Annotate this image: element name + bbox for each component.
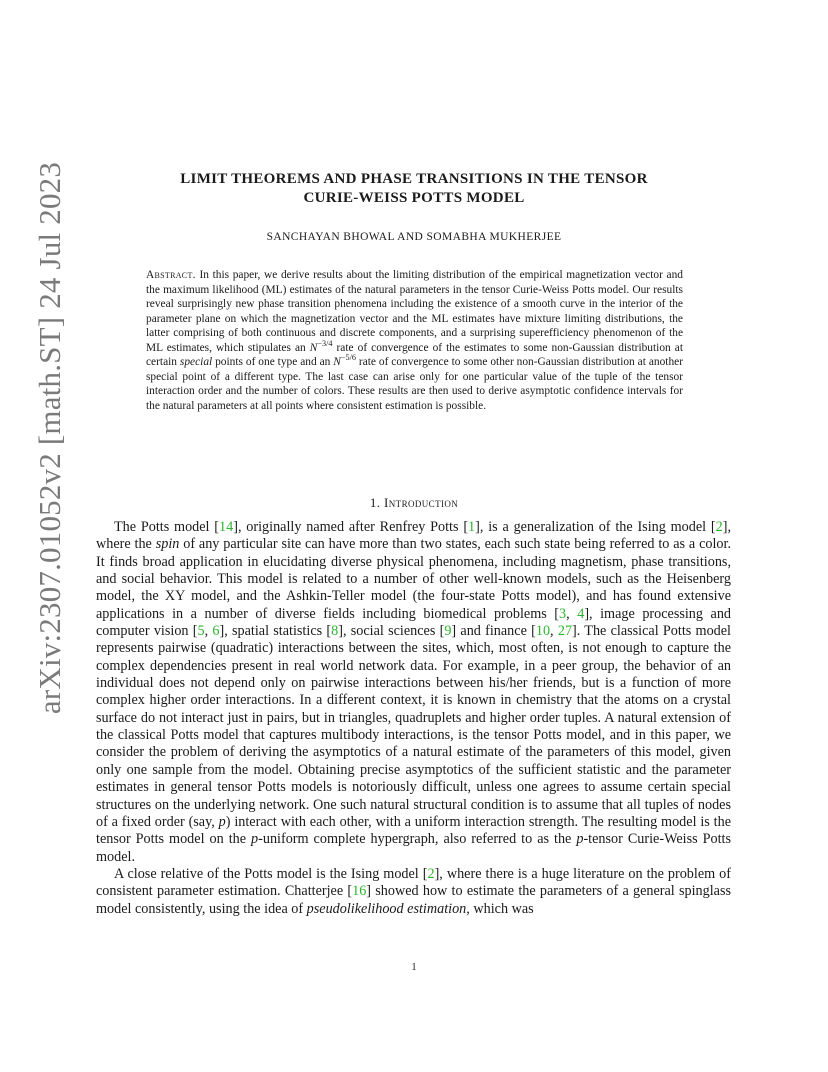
citation-link[interactable]: 8: [331, 623, 339, 640]
text-run: , which was: [466, 900, 534, 917]
abstract-label: Abstract.: [146, 269, 196, 281]
page-number: 1: [411, 962, 417, 973]
text-run: ) interact with each other, with a uniform interaction strength. The resulting model is the tensor Potts model on the: [96, 813, 731, 848]
citation-link[interactable]: 9: [444, 623, 452, 640]
section-heading: [0, 495, 828, 511]
abstract-special-word: special: [179, 356, 213, 368]
rate-2-base: N: [333, 356, 341, 368]
text-run: ], originally named after Renfrey Potts [: [233, 519, 469, 535]
rate-2-exponent: −5/6: [340, 353, 356, 363]
text-run: ], where the: [96, 519, 731, 553]
citation-link[interactable]: 2: [427, 865, 435, 882]
citation-link[interactable]: 2: [715, 519, 723, 535]
citation-link[interactable]: 14: [219, 519, 234, 535]
text-run: -tensor Curie-Weiss Potts model.: [96, 831, 731, 865]
math-p: p: [576, 831, 584, 848]
author-list: SANCHAYAN BHOWAL AND SOMABHA MUKHERJEE: [266, 231, 562, 243]
citation-link[interactable]: 4: [577, 605, 585, 622]
section-title: Introduction: [384, 495, 459, 510]
citation-link[interactable]: 1: [468, 519, 476, 535]
paper-title: [0, 170, 828, 208]
citation-link[interactable]: 6: [212, 623, 220, 640]
emphasis-pseudolikelihood: pseudolikelihood estimation: [306, 900, 467, 917]
abstract-text-2: rate of convergence of the estimates to some non-Gaussian distribution at certain: [146, 341, 683, 368]
arxiv-identifier-text: arXiv:2307.01052v2 [math.ST] 24 Jul 2023: [32, 161, 67, 715]
citation-separator: ,: [566, 605, 578, 622]
text-run: of any particular site can have more than two states, each such state being referred to as a color. It finds broad application in elucidating diverse physical phenomena, including magnetism, phase transitions, and social behavior. This model is related to a number of other well-known models, such as the Heisenberg model, the XY model, and the Ashkin-Teller model (the four-state Potts model), and has found extensive applications in a number of diverse fields including biomedical problems [: [96, 536, 731, 622]
text-run: ], spatial statistics [: [219, 623, 332, 640]
math-p: p: [251, 831, 259, 848]
text-run: ], is a generalization of the Ising model [: [475, 519, 716, 535]
text-run: A close relative of the Potts model is the Ising model [: [114, 865, 428, 882]
text-run: ] and finance [: [451, 623, 536, 640]
abstract-text-1: In this paper, we derive results about the limiting distribution of the empirical magnetization vector and the maximum likelihood (ML) estimates of the natural parameters in the tensor Curie-Weiss Potts model. Our results reveal surprisingly new phase transition phenomena including the existence of a smooth curve in the interior of the parameter plane on which the magnetization vector and the ML estimates have mixture limiting distributions, the latter comprising of both continuous and discrete components, and a surprising superefficiency phenomenon of the ML estimates, which stipulates an: [146, 269, 683, 354]
body-text: [96, 519, 731, 918]
title-line-1: LIMIT THEOREMS AND PHASE TRANSITIONS IN THE TENSOR: [180, 171, 648, 187]
rate-1-base: N: [309, 341, 318, 354]
citation-link[interactable]: 5: [197, 623, 205, 640]
citation-separator: ,: [204, 623, 213, 640]
abstract: [146, 268, 683, 413]
paragraph-2: [96, 866, 731, 918]
emphasis-spin: spin: [155, 536, 180, 553]
rate-1-exponent: −3/4: [317, 338, 333, 348]
text-run: ], image processing and computer vision [: [96, 605, 732, 640]
abstract-text-4: rate of convergence to some other non-Gaussian distribution at another special point of a different type. The last case can arise only for one particular value of the tuple of the tensor interaction order and the number of colors. These results are then used to derive asymptotic confidence intervals for the natural parameters at all points where consistent estimation is possible.: [146, 356, 683, 412]
text-run: -uniform complete hypergraph, also referred to as the: [258, 831, 577, 848]
citation-link[interactable]: 10: [535, 623, 551, 640]
citation-link[interactable]: 27: [557, 623, 573, 640]
text-run: ], where there is a huge literature on the problem of consistent parameter estimation. Chatterjee [: [96, 865, 731, 900]
abstract-text-3: points of one type and an: [212, 356, 334, 368]
section-number: 1.: [369, 495, 381, 510]
citation-separator: ,: [550, 623, 558, 640]
text-run: The Potts model [: [114, 519, 220, 535]
math-p: p: [218, 813, 226, 830]
text-run: ] showed how to estimate the parameters of a general spinglass model consistently, using the idea of: [96, 883, 732, 917]
paragraph-1: [96, 519, 731, 866]
citation-link[interactable]: 16: [352, 883, 367, 900]
text-run: ], social sciences [: [338, 623, 445, 640]
text-run: ]. The classical Potts model represents pairwise (quadratic) interactions between the sites, which, most often, is not enough to capture the complex dependencies present in real world network data. For example, in a peer group, the behavior of an individual does not depend only on pairwise interactions between his/her friends, but is a function of more complex higher order interactions. In a different context, it is known in chemistry that the atoms on a crystal surface do not interact just in pairs, but in triangles, quadruplets and higher order tuples. A natural extension of the classical Potts model that captures multibody interactions, is the tensor Potts model, and in this paper, we consider the problem of deriving the asymptotics of a natural estimate of the parameters of this model, given only one sample from the model. Obtaining precise asymptotics of the sufficient statistic and the parameter estimates in general tensor Potts models is notoriously difficult, unless one agrees to assume certain special structures on the underlying network. One such natural structural condition is to assume that all tuples of nodes of a fixed order (say,: [96, 623, 732, 830]
citation-link[interactable]: 3: [559, 605, 567, 622]
title-line-2: CURIE-WEISS POTTS MODEL: [303, 190, 525, 206]
